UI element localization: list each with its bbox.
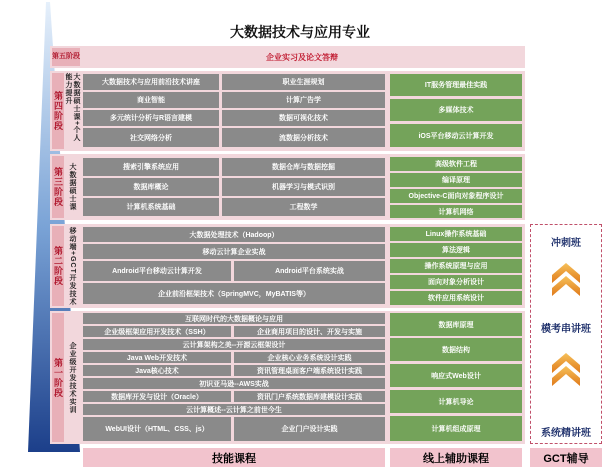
stage2-row-3a: Android平台移动云计算开发 xyxy=(83,261,231,281)
stage3-green-2: 编译原理 xyxy=(390,173,522,187)
stage1-green-1: 数据库原理 xyxy=(390,313,522,336)
stage1-sub: 企业级开发技术实训 xyxy=(69,341,76,414)
stage1-green-4: 计算机导论 xyxy=(390,390,522,413)
stage1-row-3: 云计算架构之美--开源云框架设计 xyxy=(83,339,385,350)
stage4-mid-3: 数据可视化技术 xyxy=(222,110,385,126)
stage1-row-7a: 数据库开发与设计（Oracle） xyxy=(83,391,231,402)
stage2-green-1: Linux操作系统基础 xyxy=(390,227,522,241)
stage3-label: 第三阶段 xyxy=(52,156,64,218)
page-title: 大数据技术与应用专业 xyxy=(230,24,370,40)
footer-online: 线上辅助课程 xyxy=(390,448,522,467)
stage2-green-2: 算法逻辑 xyxy=(390,243,522,257)
stage2-row-2: 移动云计算企业实战 xyxy=(83,244,385,259)
stage1-row-6: 初识亚马逊--AWS实战 xyxy=(83,378,385,389)
stage3-green-3: Objective-C面向对象程序设计 xyxy=(390,189,522,203)
stage1-row-8: 云计算概述--云计算之前世今生 xyxy=(83,404,385,415)
stage2-label: 第二阶段 xyxy=(52,226,64,306)
stage4-sub: 大数据硕士课+个人能力提升 xyxy=(65,73,80,143)
gct-item-mock: 模考串讲班 xyxy=(541,323,591,335)
stage2-green-4: 面向对象分析设计 xyxy=(390,275,522,289)
chevron-up-icon xyxy=(548,262,584,298)
stage2-green-5: 软件应用系统设计 xyxy=(390,291,522,305)
stage3-mid-3: 工程数学 xyxy=(222,198,385,216)
stage5-content: 企业实习及论文答辩 xyxy=(266,52,338,62)
stage1-row-9a: WebUI设计（HTML、CSS、js） xyxy=(83,417,231,441)
footer-skills: 技能课程 xyxy=(83,448,385,467)
gct-item-sprint: 冲刺班 xyxy=(551,237,581,249)
stage1-green-5: 计算机组成原理 xyxy=(390,416,522,441)
stage4-label: 第四阶段 xyxy=(52,73,64,149)
stage4-mid-1: 职业生涯规划 xyxy=(222,74,385,90)
stage3-mid-2: 机器学习与模式识别 xyxy=(222,178,385,196)
stage3-left-2: 数据库概论 xyxy=(83,178,219,196)
stage3-left-3: 计算机系统基础 xyxy=(83,198,219,216)
stage1-row-1: 互联网时代的大数据概论与应用 xyxy=(83,313,385,324)
stage4-green-1: IT服务管理最佳实践 xyxy=(390,74,522,96)
stage2-sub: 移动端+GCT开发技术 xyxy=(69,226,76,306)
stage1-green-2: 数据结构 xyxy=(390,338,522,361)
chevron-up-icon-2 xyxy=(548,352,584,388)
stage4-green-3: iOS平台移动云计算开发 xyxy=(390,124,522,147)
gct-item-system: 系统精讲班 xyxy=(541,427,591,439)
stage1-row-9b: 企业门户设计实践 xyxy=(234,417,385,441)
stage3-sub: 大数据硕士课 xyxy=(69,163,76,211)
stage4-green-2: 多媒体技术 xyxy=(390,99,522,121)
stage1-row-2a: 企业级框架应用开发技术（SSH） xyxy=(83,326,231,337)
stage4-left-2: 商业智能 xyxy=(83,92,219,108)
stage2-row-4: 企业前沿框架技术（SpringMVC，MyBATIS等） xyxy=(83,283,385,304)
stage1-row-7b: 资讯门户系统数据库建模设计实践 xyxy=(234,391,385,402)
stage4-left-1: 大数据技术与应用前沿技术讲座 xyxy=(83,74,219,90)
stage3-mid-1: 数据仓库与数据挖掘 xyxy=(222,158,385,176)
stage2-row-1: 大数据处理技术（Hadoop） xyxy=(83,227,385,242)
stage1-label: 第一阶段 xyxy=(52,313,64,442)
stage1-green-3: 响应式Web设计 xyxy=(390,364,522,387)
stage1-row-2b: 企业商用项目的设计、开发与实施 xyxy=(234,326,385,337)
stage3-left-1: 搜索引擎系统应用 xyxy=(83,158,219,176)
stage3-green-4: 计算机网络 xyxy=(390,205,522,218)
stage4-left-3: 多元统计分析与R语言建模 xyxy=(83,110,219,126)
stage4-mid-4: 流数据分析技术 xyxy=(222,128,385,147)
stage4-mid-2: 计算广告学 xyxy=(222,92,385,108)
stage2-row-3b: Android平台系统实战 xyxy=(234,261,385,281)
stage1-row-5b: 资讯管理桌面客户端系统设计实践 xyxy=(234,365,385,376)
stage2-green-3: 操作系统原理与应用 xyxy=(390,259,522,273)
stage1-row-4b: 企业核心业务系统设计实践 xyxy=(234,352,385,363)
stage5-label: 第五阶段 xyxy=(52,48,80,66)
stage1-row-4a: Java Web开发技术 xyxy=(83,352,231,363)
stage4-left-4: 社交网络分析 xyxy=(83,128,219,147)
footer-gct: GCT辅导 xyxy=(530,448,602,467)
stage3-green-1: 高级软件工程 xyxy=(390,157,522,171)
stage1-row-5a: Java核心技术 xyxy=(83,365,231,376)
